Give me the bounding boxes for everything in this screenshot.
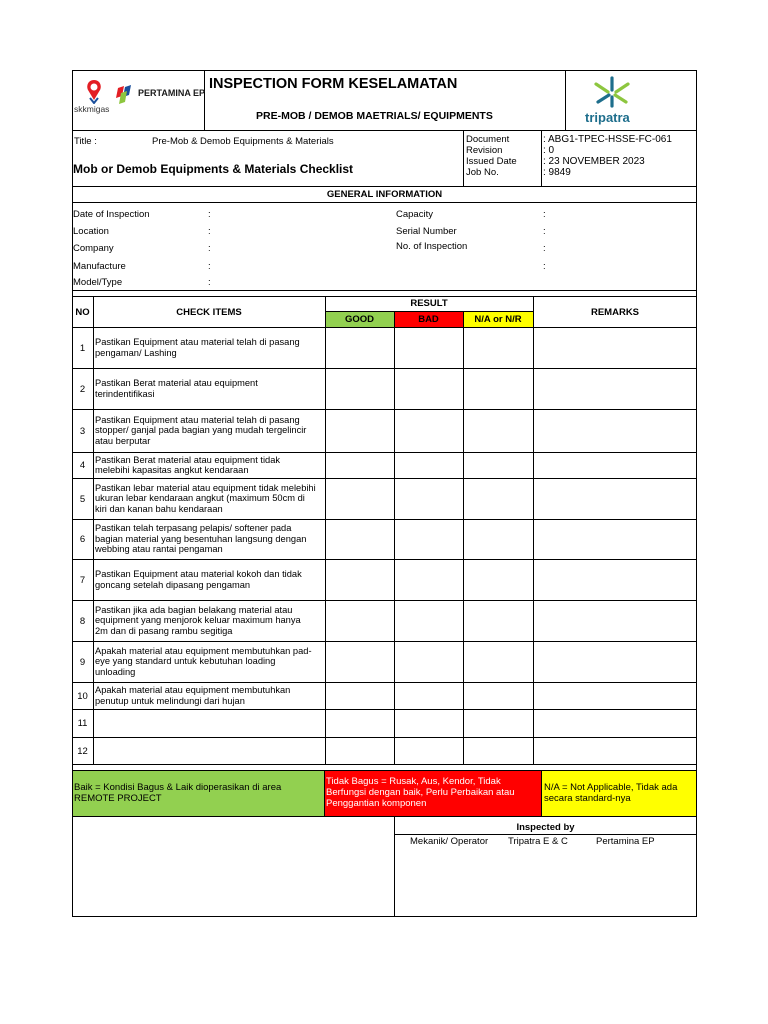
check-item-text: 2m dan di pasang rambu segitiga: [95, 625, 233, 636]
inspector-tripatra: Tripatra E & C: [508, 836, 568, 847]
revision-label: Revision: [466, 145, 503, 156]
legend-bad-line-2: Berfungsi dengan baik, Perlu Perbaikan atau: [326, 787, 515, 798]
result-cell-remarks[interactable]: [534, 520, 696, 559]
col-check-items-header: CHECK ITEMS: [176, 307, 242, 318]
result-cell-na[interactable]: [464, 479, 533, 519]
result-cell-bad[interactable]: [395, 738, 463, 764]
pertamina-label: PERTAMINA EP: [138, 88, 206, 98]
pertamina-logo-icon: [116, 84, 134, 104]
row-number: 5: [79, 493, 86, 505]
result-cell-good[interactable]: [326, 642, 394, 682]
result-cell-good[interactable]: [326, 683, 394, 709]
result-cell-bad[interactable]: [395, 683, 463, 709]
result-cell-na[interactable]: [464, 683, 533, 709]
result-cell-na[interactable]: [464, 520, 533, 559]
issued-date-label: Issued Date: [466, 156, 517, 167]
check-item-text: terindentifikasi: [95, 388, 155, 399]
check-item-text: kiri dan kanan bahu kendaraan: [95, 503, 223, 514]
check-item-text: eye yang standard untuk kebutuhan loading: [95, 656, 276, 667]
field-manufacture: Manufacture: [73, 261, 126, 272]
title-label: Title :: [74, 136, 97, 147]
result-cell-remarks[interactable]: [534, 560, 696, 600]
check-item-text: Pastikan Equipment atau material telah di pasang: [95, 337, 300, 347]
result-cell-bad[interactable]: [395, 520, 463, 559]
check-item-text: pengaman/ Lashing: [95, 347, 177, 358]
form-title: INSPECTION FORM KESELAMATAN: [209, 76, 458, 92]
check-item-text: webbing atau rantai pengaman: [95, 544, 223, 555]
result-cell-na[interactable]: [464, 369, 533, 409]
result-cell-na[interactable]: [464, 328, 533, 368]
result-cell-bad[interactable]: [395, 328, 463, 368]
result-cell-good[interactable]: [326, 520, 394, 559]
check-item-text: Pastikan Berat material atau equipment tidak: [95, 454, 281, 465]
result-cell-na[interactable]: [464, 560, 533, 600]
legend-bad-line-1: Tidak Bagus = Rusak, Aus, Kendor, Tidak: [326, 776, 501, 787]
col-na-header: N/A or N/R: [474, 314, 522, 325]
result-cell-na[interactable]: [464, 642, 533, 682]
title-value: Pre-Mob & Demob Equipments & Materials: [152, 136, 334, 147]
job-no-label: Job No.: [466, 167, 499, 178]
field-location: Location: [73, 226, 109, 237]
colon: :: [208, 277, 211, 288]
skkmigas-logo-icon: [84, 78, 104, 104]
colon: :: [543, 261, 546, 272]
legend-bad-line-3: Penggantian komponen: [326, 798, 427, 809]
check-item-text: Pastikan telah terpasang pelapis/ softener pada: [95, 523, 292, 534]
result-cell-bad[interactable]: [395, 453, 463, 478]
check-item-text: stopper/ ganjal pada bagian yang mudah tergelincir: [95, 425, 307, 436]
result-cell-good[interactable]: [326, 560, 394, 600]
result-cell-remarks[interactable]: [534, 601, 696, 641]
result-cell-good[interactable]: [326, 369, 394, 409]
result-cell-good[interactable]: [326, 328, 394, 368]
field-capacity: Capacity: [396, 209, 433, 220]
result-cell-good[interactable]: [326, 601, 394, 641]
result-cell-remarks[interactable]: [534, 710, 696, 737]
check-item-text: atau berputar: [95, 435, 151, 446]
result-cell-remarks[interactable]: [534, 683, 696, 709]
legend-na-line-2: secara standard-nya: [544, 793, 631, 804]
row-number: 10: [77, 690, 88, 702]
inspector-mechanic: Mekanik/ Operator: [410, 836, 489, 847]
col-bad-header: BAD: [418, 314, 439, 325]
skkmigas-label: skkmigas: [74, 104, 110, 114]
check-item-text: bagian material yang besentuhan langsung dengan: [95, 533, 307, 544]
document-value: : ABG1-TPEC-HSSE-FC-061: [543, 134, 672, 145]
colon: :: [208, 243, 211, 254]
result-cell-remarks[interactable]: [534, 479, 696, 519]
field-serial-number: Serial Number: [396, 226, 457, 237]
general-info-heading: GENERAL INFORMATION: [326, 189, 443, 200]
colon: :: [208, 209, 211, 220]
field-model-type: Model/Type: [73, 277, 123, 288]
colon: :: [543, 226, 546, 237]
result-cell-remarks[interactable]: [534, 410, 696, 452]
check-item-text: melebihi kapasitas angkut kendaraan: [95, 465, 249, 475]
col-no-header: NO: [75, 307, 90, 318]
job-no-value: : 9849: [543, 167, 571, 178]
result-cell-remarks[interactable]: [534, 453, 696, 478]
result-cell-good[interactable]: [326, 479, 394, 519]
issued-date-value: : 23 NOVEMBER 2023: [543, 156, 645, 167]
field-no-of-inspection: No. of Inspection: [396, 241, 468, 252]
row-number: 6: [79, 534, 86, 545]
row-number: 12: [77, 745, 88, 757]
result-cell-bad[interactable]: [395, 601, 463, 641]
colon: :: [208, 226, 211, 237]
result-cell-bad[interactable]: [395, 560, 463, 600]
colon: :: [543, 209, 546, 220]
check-item-text: Apakah material atau equipment membutuhkan pad-: [95, 645, 312, 656]
result-cell-good[interactable]: [326, 710, 394, 737]
result-cell-bad[interactable]: [395, 642, 463, 682]
result-cell-remarks[interactable]: [534, 369, 696, 409]
legend-good-line-1: Baik = Kondisi Bagus & Laik dioperasikan di area: [74, 782, 282, 793]
row-number: 3: [79, 425, 86, 437]
legend-good-line-2: REMOTE PROJECT: [74, 793, 162, 804]
check-item-text: ukuran lebar kendaraan angkut (maximum 50cm di: [95, 493, 305, 504]
result-cell-bad[interactable]: [395, 479, 463, 519]
result-cell-na[interactable]: [464, 738, 533, 764]
field-date-of-inspection: Date of Inspection: [73, 209, 150, 220]
check-item-text: equipment yang menjorok keluar maximum hanya: [95, 615, 301, 626]
checklist-heading: Mob or Demob Equipments & Materials Checklist: [73, 162, 354, 176]
col-good-header: GOOD: [344, 314, 375, 325]
result-cell-remarks[interactable]: [534, 738, 696, 764]
field-company: Company: [73, 243, 114, 254]
result-cell-na[interactable]: [464, 601, 533, 641]
row-number: 11: [77, 718, 88, 729]
result-cell-good[interactable]: [326, 453, 394, 478]
revision-value: : 0: [543, 145, 555, 156]
form-subtitle: PRE-MOB / DEMOB MAETRIALS/ EQUIPMENTS: [256, 110, 493, 122]
row-number: 4: [79, 460, 86, 471]
row-number: 8: [79, 615, 86, 627]
check-item-text: Pastikan Equipment atau material telah di pasang: [95, 414, 300, 425]
check-item-text: goncang setelah dipasang pengaman: [95, 579, 251, 590]
colon: :: [543, 243, 546, 254]
inspector-pertamina: Pertamina EP: [596, 836, 655, 847]
result-cell-remarks[interactable]: [534, 328, 696, 368]
check-item-text: penutup untuk melindungi dari hujan: [95, 695, 245, 706]
result-cell-good[interactable]: [326, 410, 394, 452]
check-item-text: Pastikan Equipment atau material kokoh dan tidak: [95, 569, 302, 579]
check-item-text: Pastikan jika ada bagian belakang material atau: [95, 604, 293, 615]
colon: :: [208, 261, 211, 272]
result-cell-bad[interactable]: [395, 410, 463, 452]
row-number: 1: [79, 342, 86, 354]
check-item-text: Apakah material atau equipment membutuhkan: [95, 685, 291, 695]
tripatra-label: tripatra: [585, 110, 630, 125]
legend-na-line-1: N/A = Not Applicable, Tidak ada: [544, 782, 678, 793]
check-item-text: unloading: [95, 666, 136, 677]
result-cell-na[interactable]: [464, 410, 533, 452]
row-number: 2: [79, 383, 86, 395]
inspected-by-heading: Inspected by: [516, 822, 575, 833]
result-cell-bad[interactable]: [395, 369, 463, 409]
row-number: 9: [79, 656, 86, 668]
check-item-text: Pastikan Berat material atau equipment: [95, 378, 258, 388]
result-cell-na[interactable]: [464, 710, 533, 737]
result-cell-bad[interactable]: [395, 710, 463, 737]
result-cell-na[interactable]: [464, 453, 533, 478]
result-cell-good[interactable]: [326, 738, 394, 764]
check-item-text: Pastikan lebar material atau equipment tidak melebihi: [95, 482, 316, 493]
col-remarks-header: REMARKS: [590, 307, 640, 318]
document-label: Document: [466, 134, 510, 145]
row-number: 7: [79, 574, 86, 586]
col-result-header: RESULT: [410, 298, 448, 309]
tripatra-logo-icon: [590, 74, 634, 110]
result-cell-remarks[interactable]: [534, 642, 696, 682]
